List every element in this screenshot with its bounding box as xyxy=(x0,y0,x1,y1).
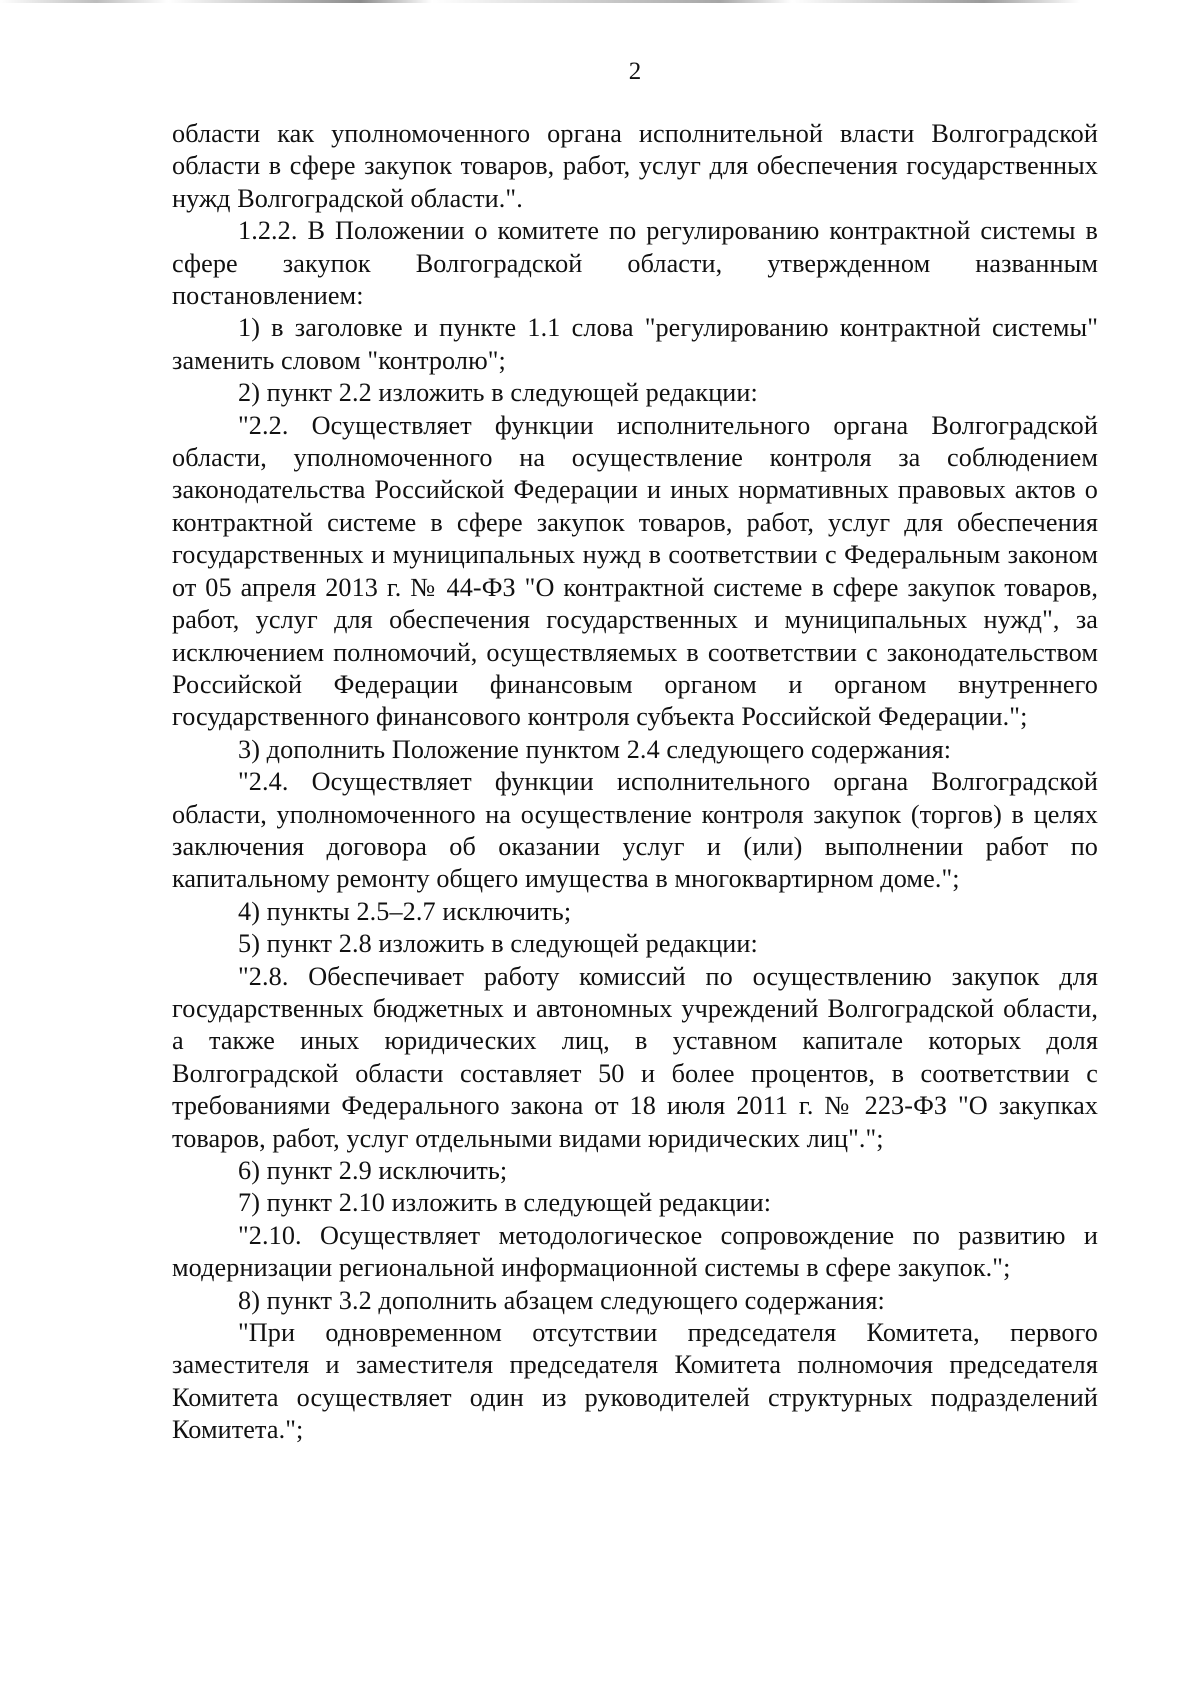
paragraph-9: 5) пункт 2.8 изложить в следующей редакции: xyxy=(238,929,758,959)
paragraph-15: "При одновременном отсутствии председателя Комитета, первого заместителя и заместителя председателя Комитета полномочия председателя Комитета осуществляет один из руководителей структурных подразделений Комитета."; xyxy=(172,1318,1098,1445)
page-number: 2 xyxy=(628,58,642,85)
paragraph-11: 6) пункт 2.9 исключить; xyxy=(238,1156,508,1185)
scan-edge xyxy=(0,0,1200,3)
paragraph-12: 7) пункт 2.10 изложить в следующей редакции: xyxy=(238,1188,772,1218)
paragraph-13: "2.10. Осуществляет методологическое сопровождение по развитию и модернизации региональной информационной системы в сфере закупок."; xyxy=(172,1220,1098,1283)
paragraph-4: 2) пункт 2.2 изложить в следующей редакции: xyxy=(238,378,758,408)
document-body xyxy=(172,118,1098,1447)
paragraph-3: 1) в заголовке и пункте 1.1 слова "регулированию контрактной системы" заменить словом "контролю"; xyxy=(172,313,1098,375)
paragraph-14: 8) пункт 3.2 дополнить абзацем следующего содержания: xyxy=(238,1285,885,1315)
paragraph-5: "2.2. Осуществляет функции исполнительного органа Волгоградской области, уполномоченного на осуществление контроля за соблюдением законодательства Российской Федерации и иных нормативных правовых актов о контрактной системе в сфере закупок товаров, работ, услуг для обеспечения государственных и муниципальных нужд в соответствии с Федеральным законом от 05 апреля 2013 г. № 44-ФЗ "О контрактной системе в сфере закупок товаров, работ, услуг для обеспечения государственных и муниципальных нужд", за исключением полномочий, осуществляемых в соответствии с законодательством Российской Федерации финансовым органом и органом внутреннего государственного финансового контроля субъекта Российской Федерации."; xyxy=(172,410,1098,732)
paragraph-2: 1.2.2. В Положении о комитете по регулированию контрактной системы в сфере закупок Волгоградской области, утвержденном названным постановлением: xyxy=(172,216,1098,311)
paragraph-7: "2.4. Осуществляет функции исполнительного органа Волгоградской области, уполномоченного на осуществление контроля закупок (торгов) в целях заключения договора об оказании услуг и (или) выполнении работ по капитальному ремонту общего имущества в многоквартирном доме."; xyxy=(172,767,1098,894)
paragraph-8: 4) пункты 2.5–2.7 исключить; xyxy=(238,896,572,926)
paragraph-6: 3) дополнить Положение пунктом 2.4 следующего содержания: xyxy=(238,734,952,764)
paragraph-10: "2.8. Обеспечивает работу комиссий по осуществлению закупок для государственных бюджетных и автономных учреждений Волгоградской области, а также иных юридических лиц, в уставном капитале которых доля Волгоградской области составляет 50 и более процентов, в соответствии с требованиями Федерального закона от 18 июля 2011 г. № 223-ФЗ "О закупках товаров, работ, услуг отдельными видами юридических лиц"."; xyxy=(172,961,1098,1153)
paragraph-1: области как уполномоченного органа исполнительной власти Волгоградской области в сфере закупок товаров, работ, услуг для обеспечения государственных нужд Волгоградской области.". xyxy=(172,119,1098,213)
